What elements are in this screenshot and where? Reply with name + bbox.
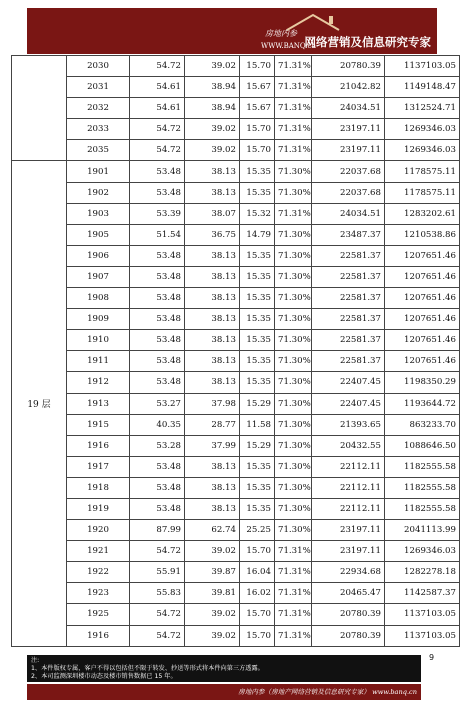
- table-cell: 39.02: [185, 625, 240, 646]
- table-cell: 36.75: [185, 224, 240, 245]
- table-cell: 71.30%: [275, 498, 312, 519]
- table-row: [12, 604, 460, 625]
- table-cell: 1908: [67, 288, 130, 309]
- table-cell: 1269346.03: [385, 140, 460, 161]
- table-cell: 53.48: [130, 161, 185, 182]
- table-cell: 53.48: [130, 309, 185, 330]
- table-cell: 20780.39: [312, 604, 385, 625]
- table-cell: 1149148.47: [385, 77, 460, 98]
- table-cell: 1909: [67, 309, 130, 330]
- price-table: [11, 55, 460, 647]
- table-cell: 53.48: [130, 182, 185, 203]
- table-cell: 1902: [67, 182, 130, 203]
- table-cell: 1921: [67, 541, 130, 562]
- table-cell: 1193644.72: [385, 393, 460, 414]
- table-cell: 54.72: [130, 604, 185, 625]
- table-cell: 1903: [67, 203, 130, 224]
- table-cell: 71.30%: [275, 161, 312, 182]
- table-cell: 38.13: [185, 182, 240, 203]
- table-row: [12, 520, 460, 541]
- table-cell: 53.48: [130, 456, 185, 477]
- table-cell: 11.58: [240, 414, 275, 435]
- table-row: [12, 372, 460, 393]
- table-cell: 15.29: [240, 393, 275, 414]
- table-row: [12, 182, 460, 203]
- table-cell: 22112.11: [312, 456, 385, 477]
- table-cell: 15.35: [240, 330, 275, 351]
- table-cell: 15.35: [240, 309, 275, 330]
- table-cell: 39.02: [185, 56, 240, 77]
- table-cell: 15.35: [240, 266, 275, 287]
- table-cell: 22581.37: [312, 309, 385, 330]
- table-cell: 38.13: [185, 477, 240, 498]
- page-header: [27, 8, 437, 54]
- table-cell: 22037.68: [312, 161, 385, 182]
- table-cell: 54.61: [130, 98, 185, 119]
- table-row: [12, 583, 460, 604]
- table-cell: 1182555.58: [385, 456, 460, 477]
- table-cell: 15.35: [240, 477, 275, 498]
- table-cell: 1137103.05: [385, 56, 460, 77]
- table-cell: 1916: [67, 625, 130, 646]
- table-cell: 25.25: [240, 520, 275, 541]
- table-cell: 24034.51: [312, 203, 385, 224]
- table-cell: 1269346.03: [385, 541, 460, 562]
- table-cell: 1282278.18: [385, 562, 460, 583]
- table-cell: 1911: [67, 351, 130, 372]
- table-cell: 71.31%: [275, 625, 312, 646]
- table-cell: 53.48: [130, 351, 185, 372]
- table-cell: 22934.68: [312, 562, 385, 583]
- table-cell: 87.99: [130, 520, 185, 541]
- table-cell: 2033: [67, 119, 130, 140]
- table-cell: 62.74: [185, 520, 240, 541]
- brand-logo-text: 房地内参: [265, 29, 297, 38]
- table-cell: 38.13: [185, 309, 240, 330]
- table-cell: 15.67: [240, 77, 275, 98]
- table-cell: 15.70: [240, 140, 275, 161]
- table-cell: 39.81: [185, 583, 240, 604]
- table-cell: 1923: [67, 583, 130, 604]
- table-cell: 53.27: [130, 393, 185, 414]
- table-row: [12, 351, 460, 372]
- table-cell: 39.02: [185, 604, 240, 625]
- page-number: 9: [429, 653, 435, 662]
- table-cell: 51.54: [130, 224, 185, 245]
- table-cell: 15.35: [240, 161, 275, 182]
- table-cell: 71.31%: [275, 562, 312, 583]
- table-cell: 53.28: [130, 435, 185, 456]
- table-cell: 71.30%: [275, 288, 312, 309]
- table-cell: 1178575.11: [385, 161, 460, 182]
- table-row: [12, 414, 460, 435]
- table-cell: 55.91: [130, 562, 185, 583]
- table-cell: 15.70: [240, 119, 275, 140]
- table-cell: 15.35: [240, 288, 275, 309]
- table-cell: 16.02: [240, 583, 275, 604]
- table-cell: 71.30%: [275, 266, 312, 287]
- table-cell: 23197.11: [312, 119, 385, 140]
- table-cell: 53.48: [130, 266, 185, 287]
- table-cell: 38.13: [185, 330, 240, 351]
- table-cell: 53.48: [130, 330, 185, 351]
- notes-line-2: 2、本司监测深圳楼市动态及楼市销售数据已 15 年。: [31, 673, 177, 680]
- table-row: [12, 541, 460, 562]
- table-cell: 54.72: [130, 56, 185, 77]
- table-cell: 71.30%: [275, 393, 312, 414]
- table-cell: 71.31%: [275, 77, 312, 98]
- table-cell: 38.13: [185, 245, 240, 266]
- table-row: [12, 56, 460, 77]
- table-row: [12, 203, 460, 224]
- table-cell: 71.30%: [275, 520, 312, 541]
- table-cell: 1922: [67, 562, 130, 583]
- table-cell: 15.70: [240, 541, 275, 562]
- table-cell: 15.35: [240, 351, 275, 372]
- table-cell: 71.30%: [275, 330, 312, 351]
- table-cell: 1142587.37: [385, 583, 460, 604]
- table-cell: 71.31%: [275, 140, 312, 161]
- table-cell: 14.79: [240, 224, 275, 245]
- table-cell: 38.13: [185, 372, 240, 393]
- table-cell: 1915: [67, 414, 130, 435]
- table-row: [12, 77, 460, 98]
- table-cell: 23487.37: [312, 224, 385, 245]
- table-cell: 1207651.46: [385, 309, 460, 330]
- table-cell: 38.13: [185, 498, 240, 519]
- table-cell: 15.67: [240, 98, 275, 119]
- table-cell: 1283202.61: [385, 203, 460, 224]
- table-cell: 20780.39: [312, 625, 385, 646]
- table-cell: 21042.82: [312, 77, 385, 98]
- table-cell: 22112.11: [312, 498, 385, 519]
- table-cell: 53.48: [130, 477, 185, 498]
- table-cell: 38.13: [185, 456, 240, 477]
- table-cell: 1207651.46: [385, 351, 460, 372]
- table-cell: 71.30%: [275, 351, 312, 372]
- table-cell: 38.07: [185, 203, 240, 224]
- table-cell: 1207651.46: [385, 245, 460, 266]
- table-cell: 22581.37: [312, 330, 385, 351]
- table-cell: 71.31%: [275, 98, 312, 119]
- table-cell: 22581.37: [312, 245, 385, 266]
- table-cell: 71.30%: [275, 456, 312, 477]
- table-row: [12, 330, 460, 351]
- notes-box: [27, 655, 421, 682]
- table-cell: 1910: [67, 330, 130, 351]
- table-cell: 54.72: [130, 140, 185, 161]
- table-row: [12, 562, 460, 583]
- brand-site: WWW.BANQ.cn: [261, 42, 316, 50]
- table-cell: 39.02: [185, 119, 240, 140]
- floor-label: 19 层: [12, 161, 67, 646]
- notes-line-1: 1、本件版权专属，客户不得以包括但不限于转发、抄送等形式将本件向第三方透露。: [31, 665, 264, 672]
- table-cell: 1207651.46: [385, 288, 460, 309]
- table-cell: 15.70: [240, 56, 275, 77]
- table-row: [12, 245, 460, 266]
- table-cell: 71.31%: [275, 203, 312, 224]
- table-cell: 1917: [67, 456, 130, 477]
- table-cell: 1198350.29: [385, 372, 460, 393]
- table-cell: 1906: [67, 245, 130, 266]
- table-cell: 53.48: [130, 288, 185, 309]
- table-cell: 15.35: [240, 182, 275, 203]
- table-cell: 54.72: [130, 625, 185, 646]
- table-cell: 71.31%: [275, 583, 312, 604]
- table-cell: 1925: [67, 604, 130, 625]
- table-cell: 1919: [67, 498, 130, 519]
- table-cell: 15.70: [240, 604, 275, 625]
- table-cell: 15.35: [240, 456, 275, 477]
- table-cell: 37.98: [185, 393, 240, 414]
- table-cell: 1918: [67, 477, 130, 498]
- table-cell: 15.35: [240, 372, 275, 393]
- table-cell: 39.02: [185, 541, 240, 562]
- table-cell: 21393.65: [312, 414, 385, 435]
- table-cell: 1182555.58: [385, 498, 460, 519]
- table-cell: 1920: [67, 520, 130, 541]
- table-cell: 71.30%: [275, 309, 312, 330]
- table-cell: 1905: [67, 224, 130, 245]
- table-cell: 1916: [67, 435, 130, 456]
- table-cell: 22581.37: [312, 266, 385, 287]
- table-row: [12, 625, 460, 646]
- table-cell: 71.30%: [275, 245, 312, 266]
- table-cell: 71.31%: [275, 604, 312, 625]
- table-cell: 28.77: [185, 414, 240, 435]
- table-cell: 1137103.05: [385, 625, 460, 646]
- table-cell: 53.48: [130, 372, 185, 393]
- table-cell: 1901: [67, 161, 130, 182]
- table-row: [12, 266, 460, 287]
- table-cell: 53.39: [130, 203, 185, 224]
- table-cell: 37.99: [185, 435, 240, 456]
- header-title: 网络营销及信息研究专家: [304, 35, 431, 49]
- table-cell: 1210538.86: [385, 224, 460, 245]
- table-cell: 22407.45: [312, 393, 385, 414]
- table-cell: 20432.55: [312, 435, 385, 456]
- table-row: [12, 224, 460, 245]
- table-row: [12, 309, 460, 330]
- table-cell: 22407.45: [312, 372, 385, 393]
- table-row: [12, 288, 460, 309]
- table-cell: 1182555.58: [385, 477, 460, 498]
- table-cell: 22581.37: [312, 351, 385, 372]
- table-cell: 1913: [67, 393, 130, 414]
- table-cell: 54.72: [130, 541, 185, 562]
- table-cell: 23197.11: [312, 520, 385, 541]
- table-cell: 55.83: [130, 583, 185, 604]
- table-cell: 20465.47: [312, 583, 385, 604]
- table-cell: 38.13: [185, 161, 240, 182]
- table-cell: 15.29: [240, 435, 275, 456]
- table-cell: 22037.68: [312, 182, 385, 203]
- table-cell: 71.31%: [275, 56, 312, 77]
- table-cell: 1207651.46: [385, 266, 460, 287]
- table-cell: 2031: [67, 77, 130, 98]
- table-cell: 54.61: [130, 77, 185, 98]
- table-row: [12, 161, 460, 182]
- table-cell: 71.31%: [275, 541, 312, 562]
- floor-cell-empty: [12, 56, 67, 161]
- table-row: [12, 393, 460, 414]
- table-row: [12, 140, 460, 161]
- table-cell: 1137103.05: [385, 604, 460, 625]
- table-cell: 15.70: [240, 625, 275, 646]
- footer-bar: 房地内参（房地产网络营销及信息研究专家） www.banq.cn: [27, 684, 421, 700]
- table-cell: 22581.37: [312, 288, 385, 309]
- table-cell: 863233.70: [385, 414, 460, 435]
- table-cell: 1312524.71: [385, 98, 460, 119]
- table-cell: 71.30%: [275, 182, 312, 203]
- table-cell: 15.35: [240, 498, 275, 519]
- table-cell: 15.32: [240, 203, 275, 224]
- table-row: [12, 435, 460, 456]
- table-cell: 1907: [67, 266, 130, 287]
- table-row: [12, 477, 460, 498]
- table-cell: 1207651.46: [385, 330, 460, 351]
- table-cell: 38.94: [185, 77, 240, 98]
- table-cell: 71.30%: [275, 224, 312, 245]
- notes-title: 注:: [31, 657, 40, 664]
- table-cell: 54.72: [130, 119, 185, 140]
- table-cell: 1269346.03: [385, 119, 460, 140]
- table-cell: 38.13: [185, 288, 240, 309]
- table-cell: 38.13: [185, 351, 240, 372]
- table-cell: 23197.11: [312, 140, 385, 161]
- table-row: [12, 456, 460, 477]
- table-cell: 53.48: [130, 245, 185, 266]
- table-cell: 40.35: [130, 414, 185, 435]
- table-cell: 71.30%: [275, 372, 312, 393]
- table-row: [12, 98, 460, 119]
- table-cell: 1178575.11: [385, 182, 460, 203]
- table-cell: 38.94: [185, 98, 240, 119]
- table-cell: 24034.51: [312, 98, 385, 119]
- table-cell: 16.04: [240, 562, 275, 583]
- table-cell: 23197.11: [312, 541, 385, 562]
- table-cell: 1912: [67, 372, 130, 393]
- table-cell: 2035: [67, 140, 130, 161]
- table-cell: 71.30%: [275, 477, 312, 498]
- table-cell: 22112.11: [312, 477, 385, 498]
- table-cell: 15.35: [240, 245, 275, 266]
- table-row: [12, 119, 460, 140]
- table-cell: 2032: [67, 98, 130, 119]
- table-cell: 71.30%: [275, 435, 312, 456]
- table-cell: 71.30%: [275, 414, 312, 435]
- table-row: [12, 498, 460, 519]
- table-cell: 39.02: [185, 140, 240, 161]
- table-cell: 2041113.99: [385, 520, 460, 541]
- table-cell: 71.31%: [275, 119, 312, 140]
- table-cell: 2030: [67, 56, 130, 77]
- table-cell: 1088646.50: [385, 435, 460, 456]
- table-cell: 39.87: [185, 562, 240, 583]
- table-cell: 38.13: [185, 266, 240, 287]
- table-cell: 53.48: [130, 498, 185, 519]
- table-cell: 20780.39: [312, 56, 385, 77]
